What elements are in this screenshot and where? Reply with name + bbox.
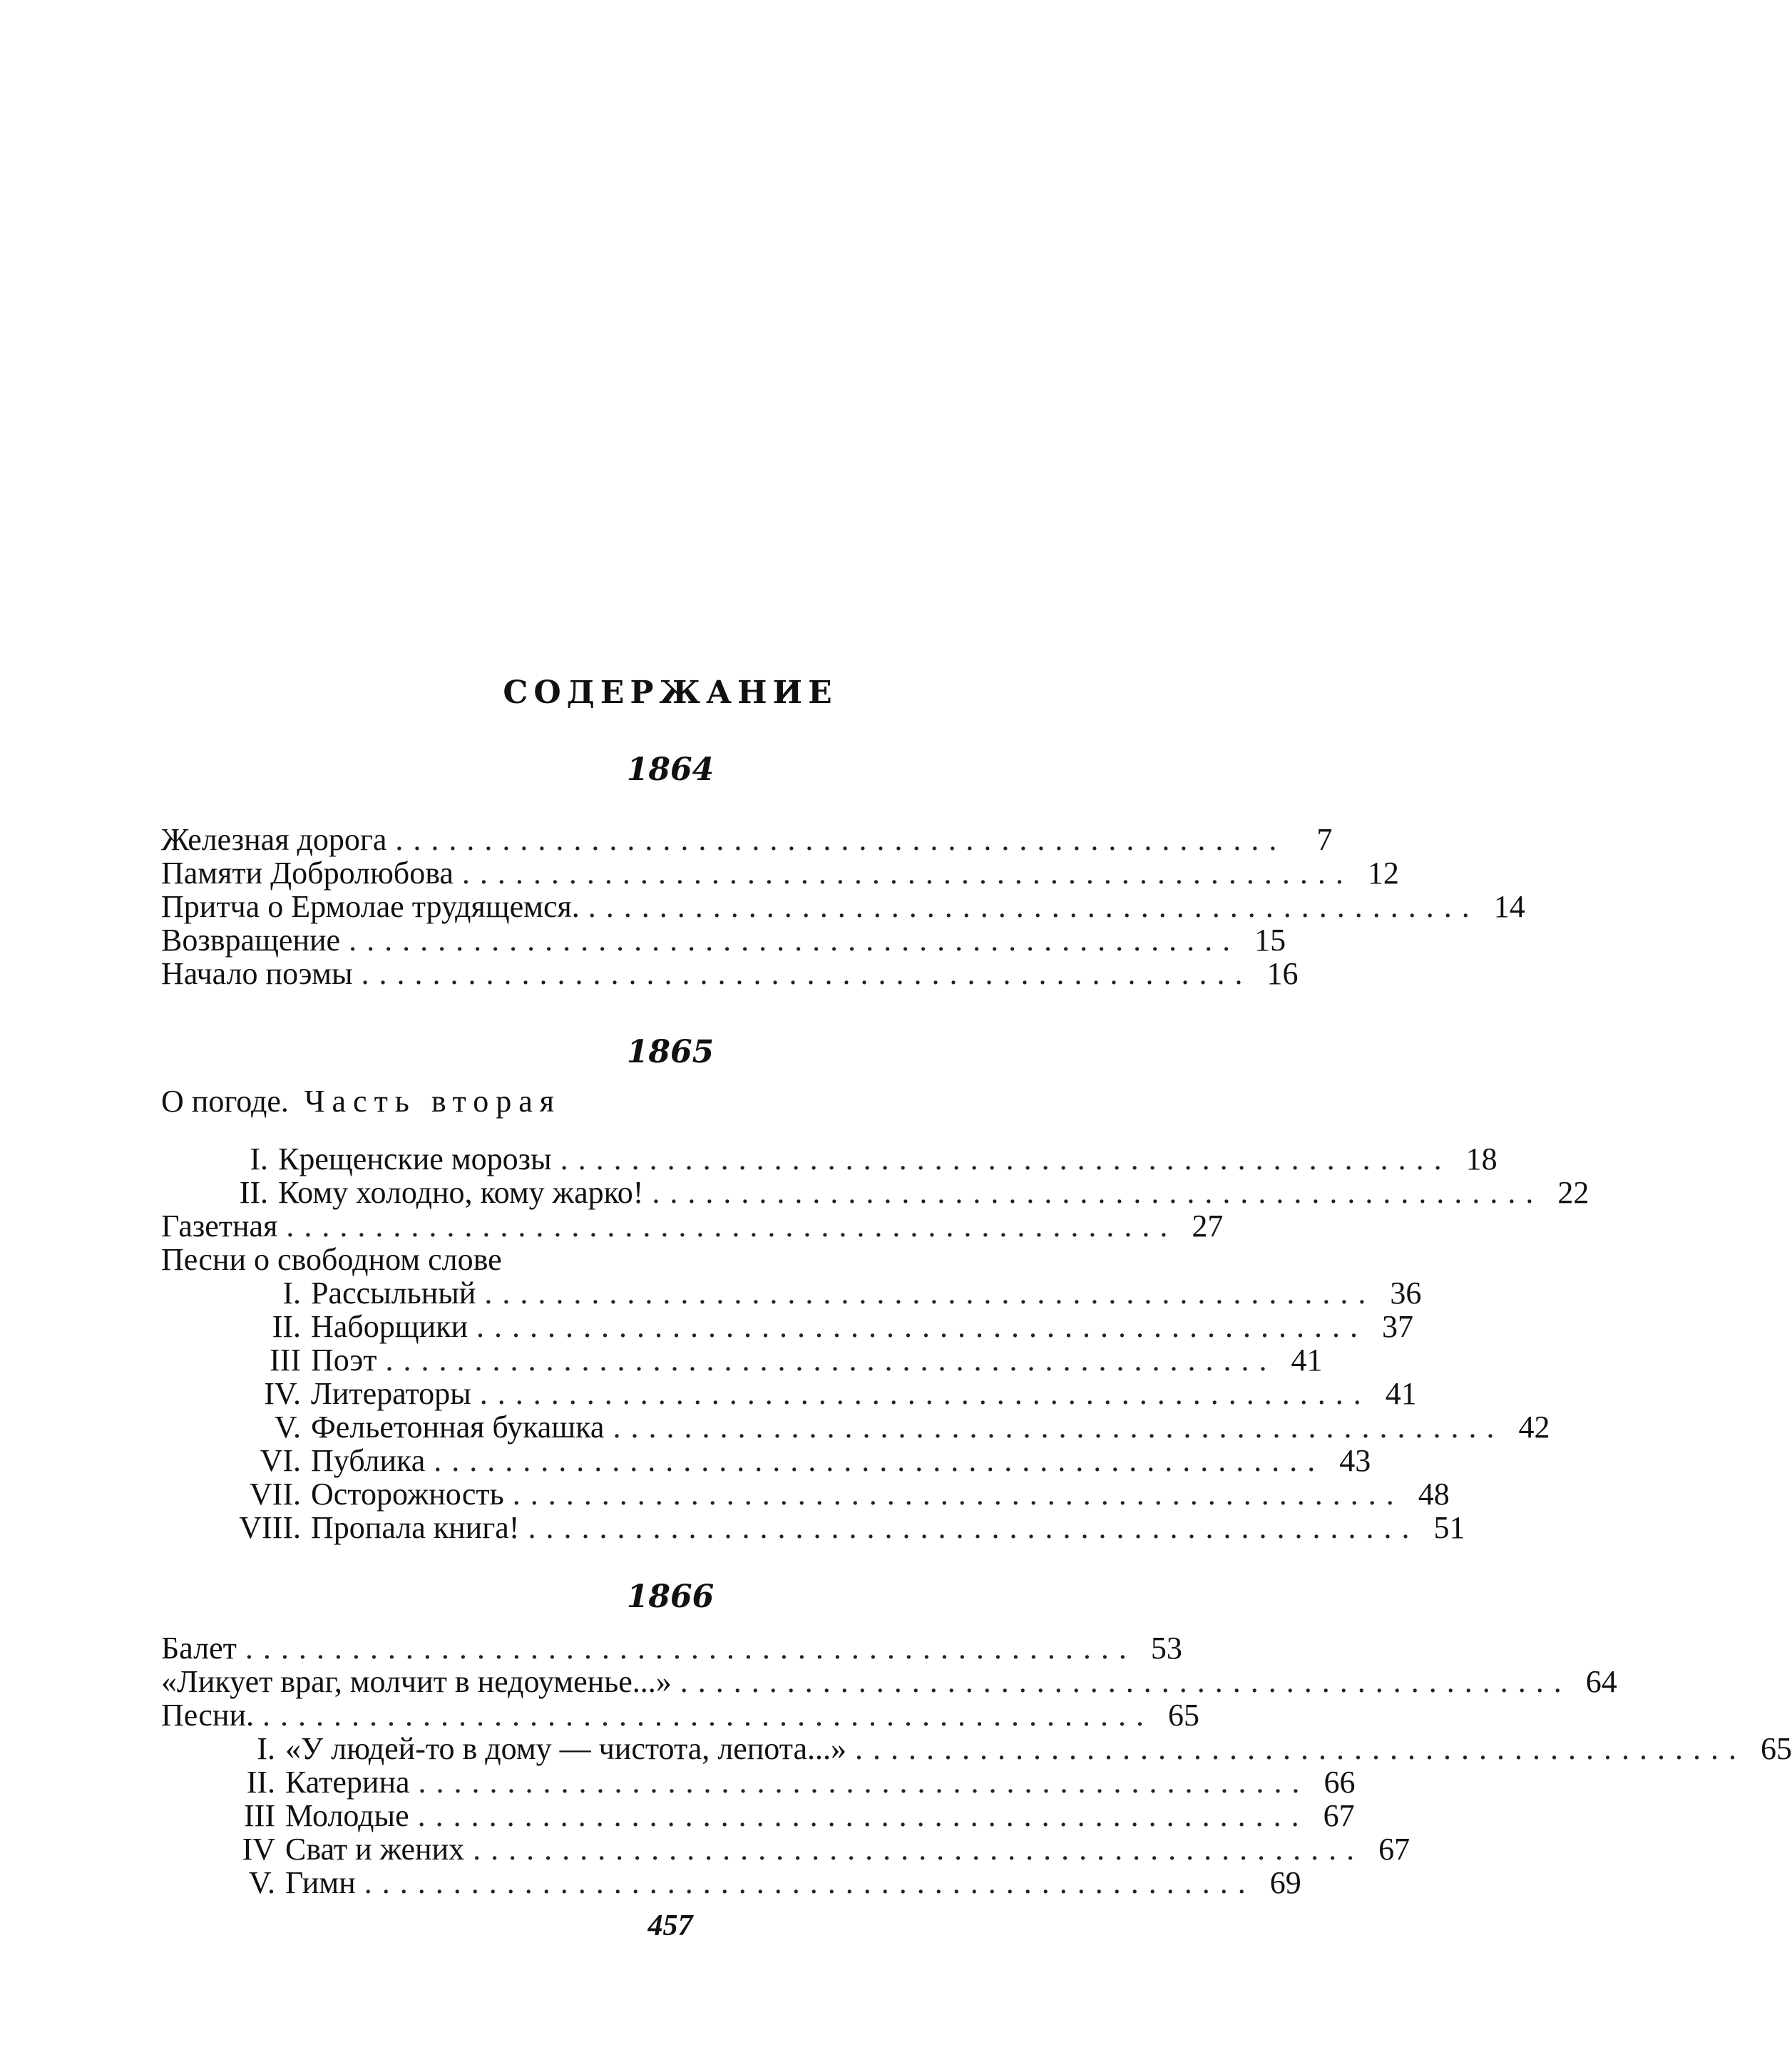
leader-dots: .................................................. xyxy=(417,1798,1309,1833)
toc-entry[interactable] xyxy=(161,1376,1417,1411)
entry-number: IV xyxy=(242,1832,275,1867)
toc-entry[interactable] xyxy=(161,1410,1550,1445)
toc-entry[interactable] xyxy=(161,1343,1323,1378)
leader-dots: .................................................. xyxy=(855,1731,1746,1766)
toc-entry[interactable] xyxy=(161,1765,1356,1800)
toc-entry[interactable] xyxy=(161,1477,1450,1512)
entry-title: Крещенские морозы xyxy=(278,1142,552,1176)
page-title: СОДЕРЖАНИЕ xyxy=(503,674,838,711)
leader-dots: .................................................. xyxy=(528,1510,1420,1545)
entry-page: 51 xyxy=(1433,1510,1465,1545)
entry-number: I. xyxy=(250,1142,268,1176)
entry-number: IV. xyxy=(264,1376,301,1411)
entry-title: Наборщики xyxy=(311,1309,469,1344)
entry-page: 66 xyxy=(1323,1765,1356,1800)
leader-dots: .................................................. xyxy=(361,956,1253,991)
entry-page: 7 xyxy=(1316,822,1333,857)
entry-page: 67 xyxy=(1378,1832,1410,1867)
entry-number: II. xyxy=(272,1309,301,1344)
toc-entry-group-heading[interactable] xyxy=(161,1243,1135,1276)
toc-entry[interactable] xyxy=(161,1309,1414,1344)
toc-entry[interactable] xyxy=(161,1276,1422,1310)
entry-number: VIII. xyxy=(239,1510,301,1545)
entry-title: Железная дорога xyxy=(161,822,387,857)
leader-dots: .................................................. xyxy=(364,1865,1256,1900)
toc-entry[interactable] xyxy=(161,956,1299,991)
leader-dots: .................................................. xyxy=(652,1175,1544,1210)
leader-dots: .................................................. xyxy=(395,822,1287,857)
entry-title: «Ликует враг, молчит в недоуменье...» xyxy=(161,1664,672,1699)
leader-dots: .................................................. xyxy=(461,856,1353,891)
entry-title: Песни о свободном слове xyxy=(161,1242,502,1277)
toc-entry[interactable] xyxy=(161,1731,1792,1766)
leader-dots: .................................................. xyxy=(262,1698,1154,1733)
heading-spaced-text: Часть вторая xyxy=(304,1084,561,1119)
toc-entry[interactable] xyxy=(161,923,1286,958)
section-year-1864: 1864 xyxy=(626,752,715,788)
leader-dots: .................................................. xyxy=(473,1832,1365,1867)
entry-page: 64 xyxy=(1585,1664,1617,1699)
entry-page: 53 xyxy=(1150,1631,1182,1666)
entry-page: 22 xyxy=(1557,1175,1589,1210)
toc-entry[interactable] xyxy=(161,1443,1371,1478)
entry-title: Пропала книга! xyxy=(311,1510,520,1545)
entry-number: II. xyxy=(246,1765,275,1800)
entry-page: 42 xyxy=(1518,1410,1550,1445)
leader-dots: .................................................. xyxy=(434,1443,1326,1478)
entry-title: Рассыльный xyxy=(311,1276,476,1310)
entry-title: Поэт xyxy=(311,1343,377,1378)
entry-page: 36 xyxy=(1390,1276,1422,1310)
toc-entry[interactable] xyxy=(161,1142,1497,1176)
toc-section-1866 xyxy=(161,1631,1792,1900)
entry-page: 65 xyxy=(1761,1731,1792,1766)
entry-page: 41 xyxy=(1291,1343,1323,1378)
leader-dots: .................................................. xyxy=(418,1765,1310,1800)
leader-dots: .................................................. xyxy=(245,1631,1137,1666)
entry-title: Публика xyxy=(311,1443,426,1478)
page-number: 457 xyxy=(647,1909,693,1942)
entry-title: Сват и жених xyxy=(285,1832,465,1867)
entry-page: 48 xyxy=(1418,1477,1450,1512)
leader-dots: .................................................. xyxy=(484,1276,1376,1310)
entry-number: I. xyxy=(257,1731,275,1766)
toc-entry[interactable] xyxy=(161,1664,1617,1699)
entry-title: Катерина xyxy=(285,1765,410,1800)
leader-dots: .................................................. xyxy=(588,889,1480,924)
entry-number: III xyxy=(270,1343,301,1378)
entry-page: 43 xyxy=(1339,1443,1371,1478)
heading-text: О погоде. xyxy=(161,1084,289,1119)
toc-entry[interactable] xyxy=(161,1832,1410,1867)
entry-title: Начало поэмы xyxy=(161,956,353,991)
toc-section-1865 xyxy=(161,1142,1589,1545)
entry-page: 14 xyxy=(1493,889,1525,924)
entry-title: Балет xyxy=(161,1631,237,1666)
entry-title: Фельетонная букашка xyxy=(311,1410,605,1445)
toc-entry[interactable] xyxy=(161,1175,1589,1210)
entry-title: Возвращение xyxy=(161,923,341,958)
leader-dots: .................................................. xyxy=(680,1664,1572,1699)
entry-page: 37 xyxy=(1382,1309,1414,1344)
entry-page: 69 xyxy=(1269,1865,1301,1900)
leader-dots: .................................................. xyxy=(385,1343,1277,1378)
toc-entry[interactable] xyxy=(161,1798,1355,1833)
entry-title: Притча о Ермолае трудящемся. xyxy=(161,889,580,924)
toc-entry[interactable] xyxy=(161,1510,1465,1545)
toc-entry[interactable] xyxy=(161,856,1399,891)
entry-page: 41 xyxy=(1385,1376,1417,1411)
entry-title: Памяти Добролюбова xyxy=(161,856,454,891)
entry-title: Литераторы xyxy=(311,1376,471,1411)
leader-dots: .................................................. xyxy=(560,1142,1452,1176)
toc-entry[interactable] xyxy=(161,1209,1224,1243)
entry-title: Газетная xyxy=(161,1209,278,1243)
entry-number: V. xyxy=(274,1410,301,1445)
entry-title: Гимн xyxy=(285,1865,356,1900)
entry-page: 67 xyxy=(1323,1798,1355,1833)
entry-number: VII. xyxy=(249,1477,301,1512)
leader-dots: .................................................. xyxy=(286,1209,1178,1243)
leader-dots: .................................................. xyxy=(613,1410,1505,1445)
toc-entry[interactable] xyxy=(161,889,1525,924)
entry-title: Песни. xyxy=(161,1698,255,1733)
toc-section-1864 xyxy=(161,822,1525,991)
leader-dots: .................................................. xyxy=(349,923,1241,958)
toc-entry[interactable] xyxy=(161,1698,1200,1733)
entry-number: II. xyxy=(239,1175,268,1210)
leader-dots: .................................................. xyxy=(512,1477,1404,1512)
leader-dots: .................................................. xyxy=(476,1309,1368,1344)
toc-entry[interactable] xyxy=(161,822,1333,857)
section-year-1866: 1866 xyxy=(626,1579,715,1615)
entry-number: I. xyxy=(282,1276,301,1310)
entry-number: VI. xyxy=(260,1443,301,1478)
toc-entry[interactable] xyxy=(161,1631,1182,1666)
entry-page: 12 xyxy=(1367,856,1399,891)
entry-title: Осторожность xyxy=(311,1477,504,1512)
entry-page: 27 xyxy=(1192,1209,1224,1243)
entry-title: «У людей-то в дому — чистота, лепота...» xyxy=(285,1731,846,1766)
section-heading xyxy=(161,1084,561,1119)
entry-title: Кому холодно, кому жарко! xyxy=(278,1175,644,1210)
entry-page: 16 xyxy=(1266,956,1299,991)
entry-page: 65 xyxy=(1168,1698,1200,1733)
entry-page: 15 xyxy=(1254,923,1286,958)
entry-title: Молодые xyxy=(285,1798,409,1833)
leader-dots: .................................................. xyxy=(479,1376,1371,1411)
entry-number: V. xyxy=(248,1865,275,1900)
entry-page: 18 xyxy=(1465,1142,1497,1176)
entry-number: III xyxy=(244,1798,275,1833)
toc-entry[interactable] xyxy=(161,1865,1301,1900)
section-year-1865: 1865 xyxy=(626,1034,715,1070)
